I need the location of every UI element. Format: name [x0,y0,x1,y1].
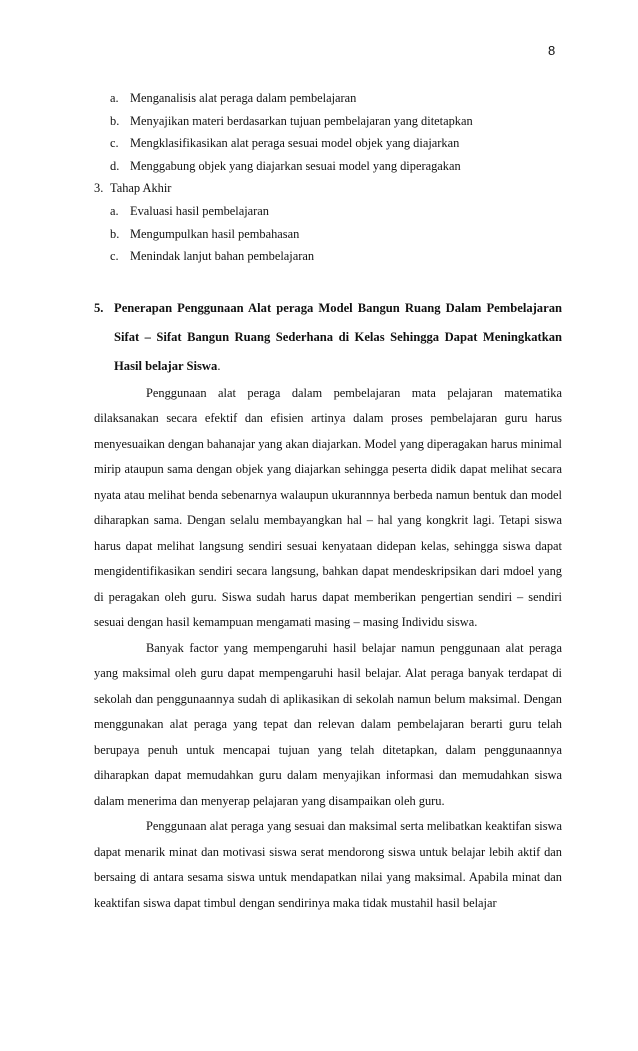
stage-list [94,200,562,268]
paragraph: Penggunaan alat peraga yang sesuai dan maksimal serta melibatkan keaktifan siswa dapat menarik minat dan motivasi siswa serat mendorong siswa untuk belajar lebih aktif dan bersaing di antara sesama siswa untuk mendapatkan nilai yang maksimal. Apabila minat dan keaktifan siswa dapat timbul dengan sendirinya maka tidak mustahil hasil belajar [94,819,562,910]
list-marker: b. [110,113,120,128]
section-number: 5. [94,300,104,315]
list-item-text: Mengklasifikasikan alat peraga sesuai model objek yang diajarkan [130,136,460,150]
paragraph: Banyak factor yang mempengaruhi hasil belajar namun penggunaan alat peraga yang maksimal oleh guru dapat mempengaruhi hasil belajar. Alat peraga banyak terdapat di sekolah dan penggunaannya sudah di aplikasikan di sekolah namun belum maksimal. Dengan menggunakan alat peraga yang tepat dan relevan dalam pembelajaran berarti guru telah berupaya penuh untuk mencapai tujuan yang telah ditetapkan, dalam penggunaannya diharapkan dapat memudahkan guru dalam menyajikan informasi dan memudahkan siswa dalam menerima dan menyerap pelajaran yang disampaikan oleh guru. [94,640,562,808]
list-marker: c. [110,249,119,263]
document-body [94,87,562,916]
section-heading [94,294,562,381]
list-item [94,245,562,268]
list-item-text: Menggabung objek yang diajarkan sesuai model yang diperagakan [130,158,461,173]
stage-heading [94,177,562,200]
paragraph: Penggunaan alat peraga dalam pembelajaran mata pelajaran matematika dilaksanakan secara efektif dan efisien artinya dalam proses pembelajaran guru harus menyesuaikan dengan bahanajar yang akan diajarkan. Model yang diperagakan harus minimal mirip ataupun sama dengan objek yang diajarkan sehingga peserta didik dapat melihat secara nyata atau melihat benda sebenarnya walaupun ukurannnya berbeda namun bentuk dan model diharapkan sama. Dengan selalu membayangkan hal – hal yang kongkrit lagi. Tetapi siswa harus dapat melihat langsung sendiri sesuai kenyataan didepan kelas, sehingga siswa dapat mengidentifikasikan sendiri secara langsung, bahkan dapat mendeskripsikan dari mdoel yang di peragakan oleh guru. Siswa sudah harus dapat memberikan pengertian sendiri – sendiri sesuai dengan hasil kemampuan mengamati masing – masing Individu siswa. [94,385,562,629]
list-item-text: Menyajikan materi berdasarkan tujuan pembelajaran yang ditetapkan [130,113,473,128]
stage-title: Tahap Akhir [110,181,172,195]
stage-marker: 3. [94,181,104,195]
list-item-text: Menganalisis alat peraga dalam pembelajaran [130,91,357,105]
list-continuation [94,87,562,177]
list-item [94,223,562,246]
list-item-text: Mengumpulkan hasil pembahasan [130,226,300,241]
list-marker: a. [110,204,119,218]
section-title-last: Hasil belajar Siswa [114,358,218,373]
list-item [94,87,562,110]
list-marker: d. [110,158,120,173]
section-title-line [114,352,562,381]
list-item-text: Evaluasi hasil pembelajaran [130,204,269,218]
list-item [94,155,562,178]
list-item [94,110,562,133]
section-title-line: Penerapan Penggunaan Alat peraga Model Bangun Ruang Dalam Pembelajaran [114,300,562,315]
list-item-text: Menindak lanjut bahan pembelajaran [130,249,315,263]
list-marker: b. [110,226,120,241]
list-item [94,200,562,223]
section-title-line: Sifat – Sifat Bangun Ruang Sederhana di Kelas Sehingga Dapat Meningkatkan [114,329,562,344]
page-number: 8 [548,43,556,58]
list-marker: c. [110,136,119,150]
section-title-end: . [217,358,221,373]
list-marker: a. [110,91,119,105]
list-item [94,132,562,155]
